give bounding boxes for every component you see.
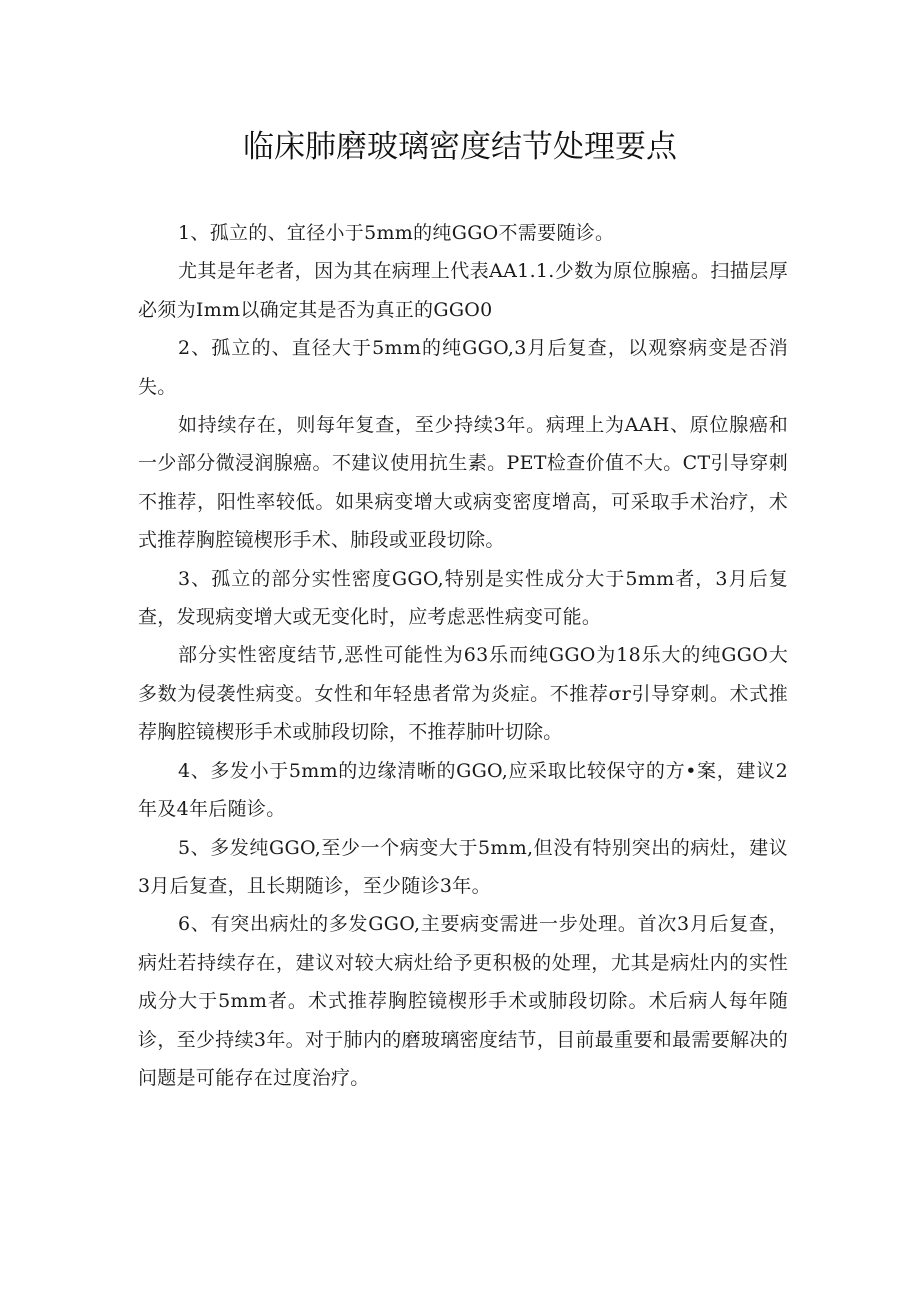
paragraph-8: 5、多发纯GGO,至少一个病变大于5mm,但没有特别突出的病灶，建议3月后复查，且长期随诊，至少随诊3年。 [138, 836, 788, 897]
paragraph-9: 6、有突出病灶的多发GGO,主要病变需进一步处理。首次3月后复查，病灶若持续存在，建议对较大病灶给予更积极的处理，尤其是病灶内的实性成分大于5mm者。术式推荐胸腔镜楔形手术或肺段切除。术后病人每年随诊，至少持续3年。对于肺内的磨玻璃密度结节，目前最重要和最需要解决的问题是可能存在过度治疗。 [138, 913, 788, 1089]
paragraph-3: 2、孤立的、直径大于5mm的纯GGO,3月后复查，以观察病变是否消失。 [138, 337, 788, 398]
paragraph-2: 尤其是年老者，因为其在病理上代表AA1.1.少数为原位腺癌。扫描层厚必须为Imm以确定其是否为真正的GGO0 [138, 260, 788, 321]
document-title: 临床肺磨玻璃密度结节处理要点 [243, 129, 677, 165]
paragraph-7: 4、多发小于5mm的边缘清晰的GGO,应采取比较保守的方•案，建议2年及4年后随诊。 [138, 759, 788, 821]
paragraph-5: 3、孤立的部分实性密度GGO,特别是实性成分大于5mm者，3月后复查，发现病变增大或无变化时，应考虑恶性病变可能。 [138, 567, 788, 629]
paragraph-6: 部分实性密度结节,恶性可能性为63乐而纯GGO为18乐大的纯GGO大多数为侵袭性病变。女性和年轻患者常为炎症。不推荐σr引导穿刺。术式推荐胸腔镜楔形手术或肺段切除，不推荐肺叶切除。 [138, 644, 788, 744]
document-body [138, 214, 788, 1097]
paragraph-1: 1、孤立的、宜径小于5mm的纯GGO不需要随诊。 [178, 222, 615, 244]
paragraph-4: 如持续存在，则每年复查，至少持续3年。病理上为AAH、原位腺癌和一少部分微浸润腺癌。不建议使用抗生素。PET检查价值不大。CT引导穿刺不推荐，阳性率较低。如果病变增大或病变密度增高，可采取手术治疗，术式推荐胸腔镜楔形手术、肺段或亚段切除。 [138, 414, 788, 552]
